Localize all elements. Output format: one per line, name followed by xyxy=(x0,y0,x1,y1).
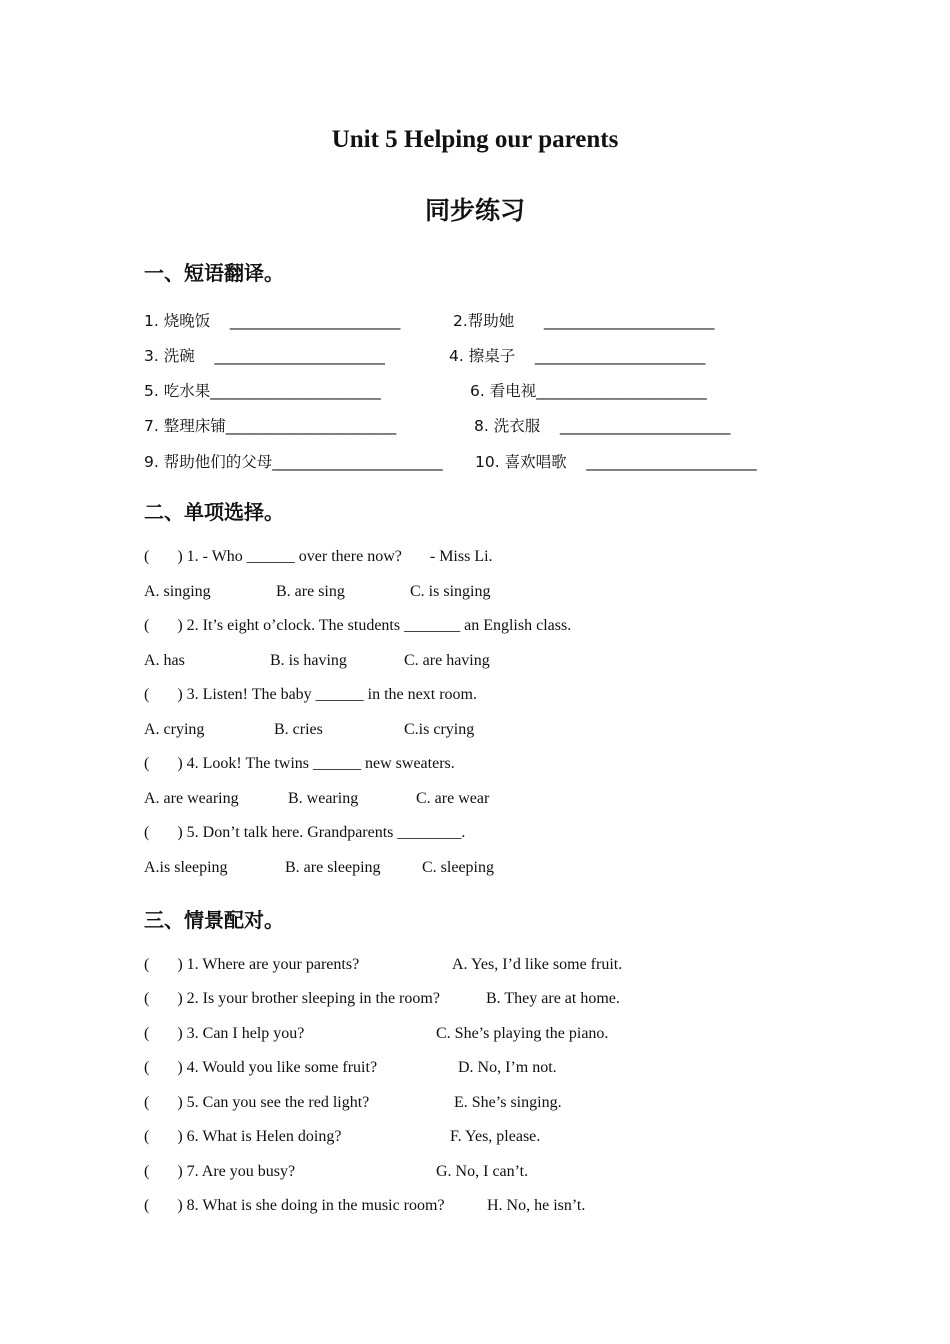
phrase-item-7: 7. 整理床铺______________________ xyxy=(144,417,397,435)
match-question-5: ( ) 5. Can you see the red light? xyxy=(144,1094,370,1111)
phrase-item-5: 5. 吃水果______________________ xyxy=(144,382,381,400)
match-answer-h: H. No, he isn’t. xyxy=(487,1197,586,1214)
match-answer-b: B. They are at home. xyxy=(486,990,620,1007)
page-title: Unit 5 Helping our parents xyxy=(331,126,619,153)
match-answer-c: C. She’s playing the piano. xyxy=(436,1025,609,1042)
choice-option-4c: C. are wear xyxy=(416,790,490,807)
choice-question-1: ( ) 1. - Who ______ over there now? - Miss Li. xyxy=(144,548,493,565)
choice-option-2b: B. is having xyxy=(270,652,347,669)
choice-question-2: ( ) 2. It’s eight o’clock. The students _______ an English class. xyxy=(144,617,572,634)
phrase-item-2: 2.帮助她 ______________________ xyxy=(453,312,715,330)
choice-option-2a: A. has xyxy=(144,652,185,669)
choice-option-4a: A. are wearing xyxy=(144,790,239,807)
match-question-4: ( ) 4. Would you like some fruit? xyxy=(144,1059,378,1076)
match-answer-f: F. Yes, please. xyxy=(450,1128,541,1145)
choice-option-5b: B. are sleeping xyxy=(285,859,381,876)
choice-question-5: ( ) 5. Don’t talk here. Grandparents ________. xyxy=(144,824,466,841)
choice-option-1c: C. is singing xyxy=(410,583,491,600)
section2-heading: 二、单项选择。 xyxy=(144,500,284,524)
section1-heading: 一、短语翻译。 xyxy=(144,261,284,285)
choice-option-2c: C. are having xyxy=(404,652,490,669)
match-question-7: ( ) 7. Are you busy? xyxy=(144,1163,296,1180)
match-answer-g: G. No, I can’t. xyxy=(436,1163,529,1180)
choice-option-4b: B. wearing xyxy=(288,790,359,807)
choice-question-3: ( ) 3. Listen! The baby ______ in the next room. xyxy=(144,686,477,703)
choice-option-3b: B. cries xyxy=(274,721,323,738)
choice-option-1a: A. singing xyxy=(144,583,211,600)
phrase-item-6: 6. 看电视______________________ xyxy=(470,382,707,400)
match-question-3: ( ) 3. Can I help you? xyxy=(144,1025,305,1042)
phrase-item-4: 4. 擦桌子 ______________________ xyxy=(449,347,706,365)
phrase-item-3: 3. 洗碗 ______________________ xyxy=(144,347,385,365)
match-answer-d: D. No, I’m not. xyxy=(458,1059,557,1076)
match-question-1: ( ) 1. Where are your parents? xyxy=(144,956,360,973)
phrase-item-8: 8. 洗衣服 ______________________ xyxy=(474,417,731,435)
choice-option-5c: C. sleeping xyxy=(422,859,494,876)
choice-option-5a: A.is sleeping xyxy=(144,859,228,876)
page-subtitle: 同步练习 xyxy=(424,196,525,225)
choice-question-4: ( ) 4. Look! The twins ______ new sweaters. xyxy=(144,755,455,772)
match-question-8: ( ) 8. What is she doing in the music room? xyxy=(144,1197,445,1214)
phrase-item-9: 9. 帮助他们的父母______________________ xyxy=(144,453,443,471)
choice-option-3c: C.is crying xyxy=(404,721,475,738)
match-question-6: ( ) 6. What is Helen doing? xyxy=(144,1128,342,1145)
phrase-item-10: 10. 喜欢唱歌 ______________________ xyxy=(475,453,757,471)
match-question-2: ( ) 2. Is your brother sleeping in the room? xyxy=(144,990,440,1007)
section3-heading: 三、情景配对。 xyxy=(144,908,284,932)
match-answer-a: A. Yes, I’d like some fruit. xyxy=(452,956,623,973)
phrase-item-1: 1. 烧晚饭 ______________________ xyxy=(144,312,401,330)
match-answer-e: E. She’s singing. xyxy=(454,1094,562,1111)
choice-option-1b: B. are sing xyxy=(276,583,345,600)
choice-option-3a: A. crying xyxy=(144,721,205,738)
